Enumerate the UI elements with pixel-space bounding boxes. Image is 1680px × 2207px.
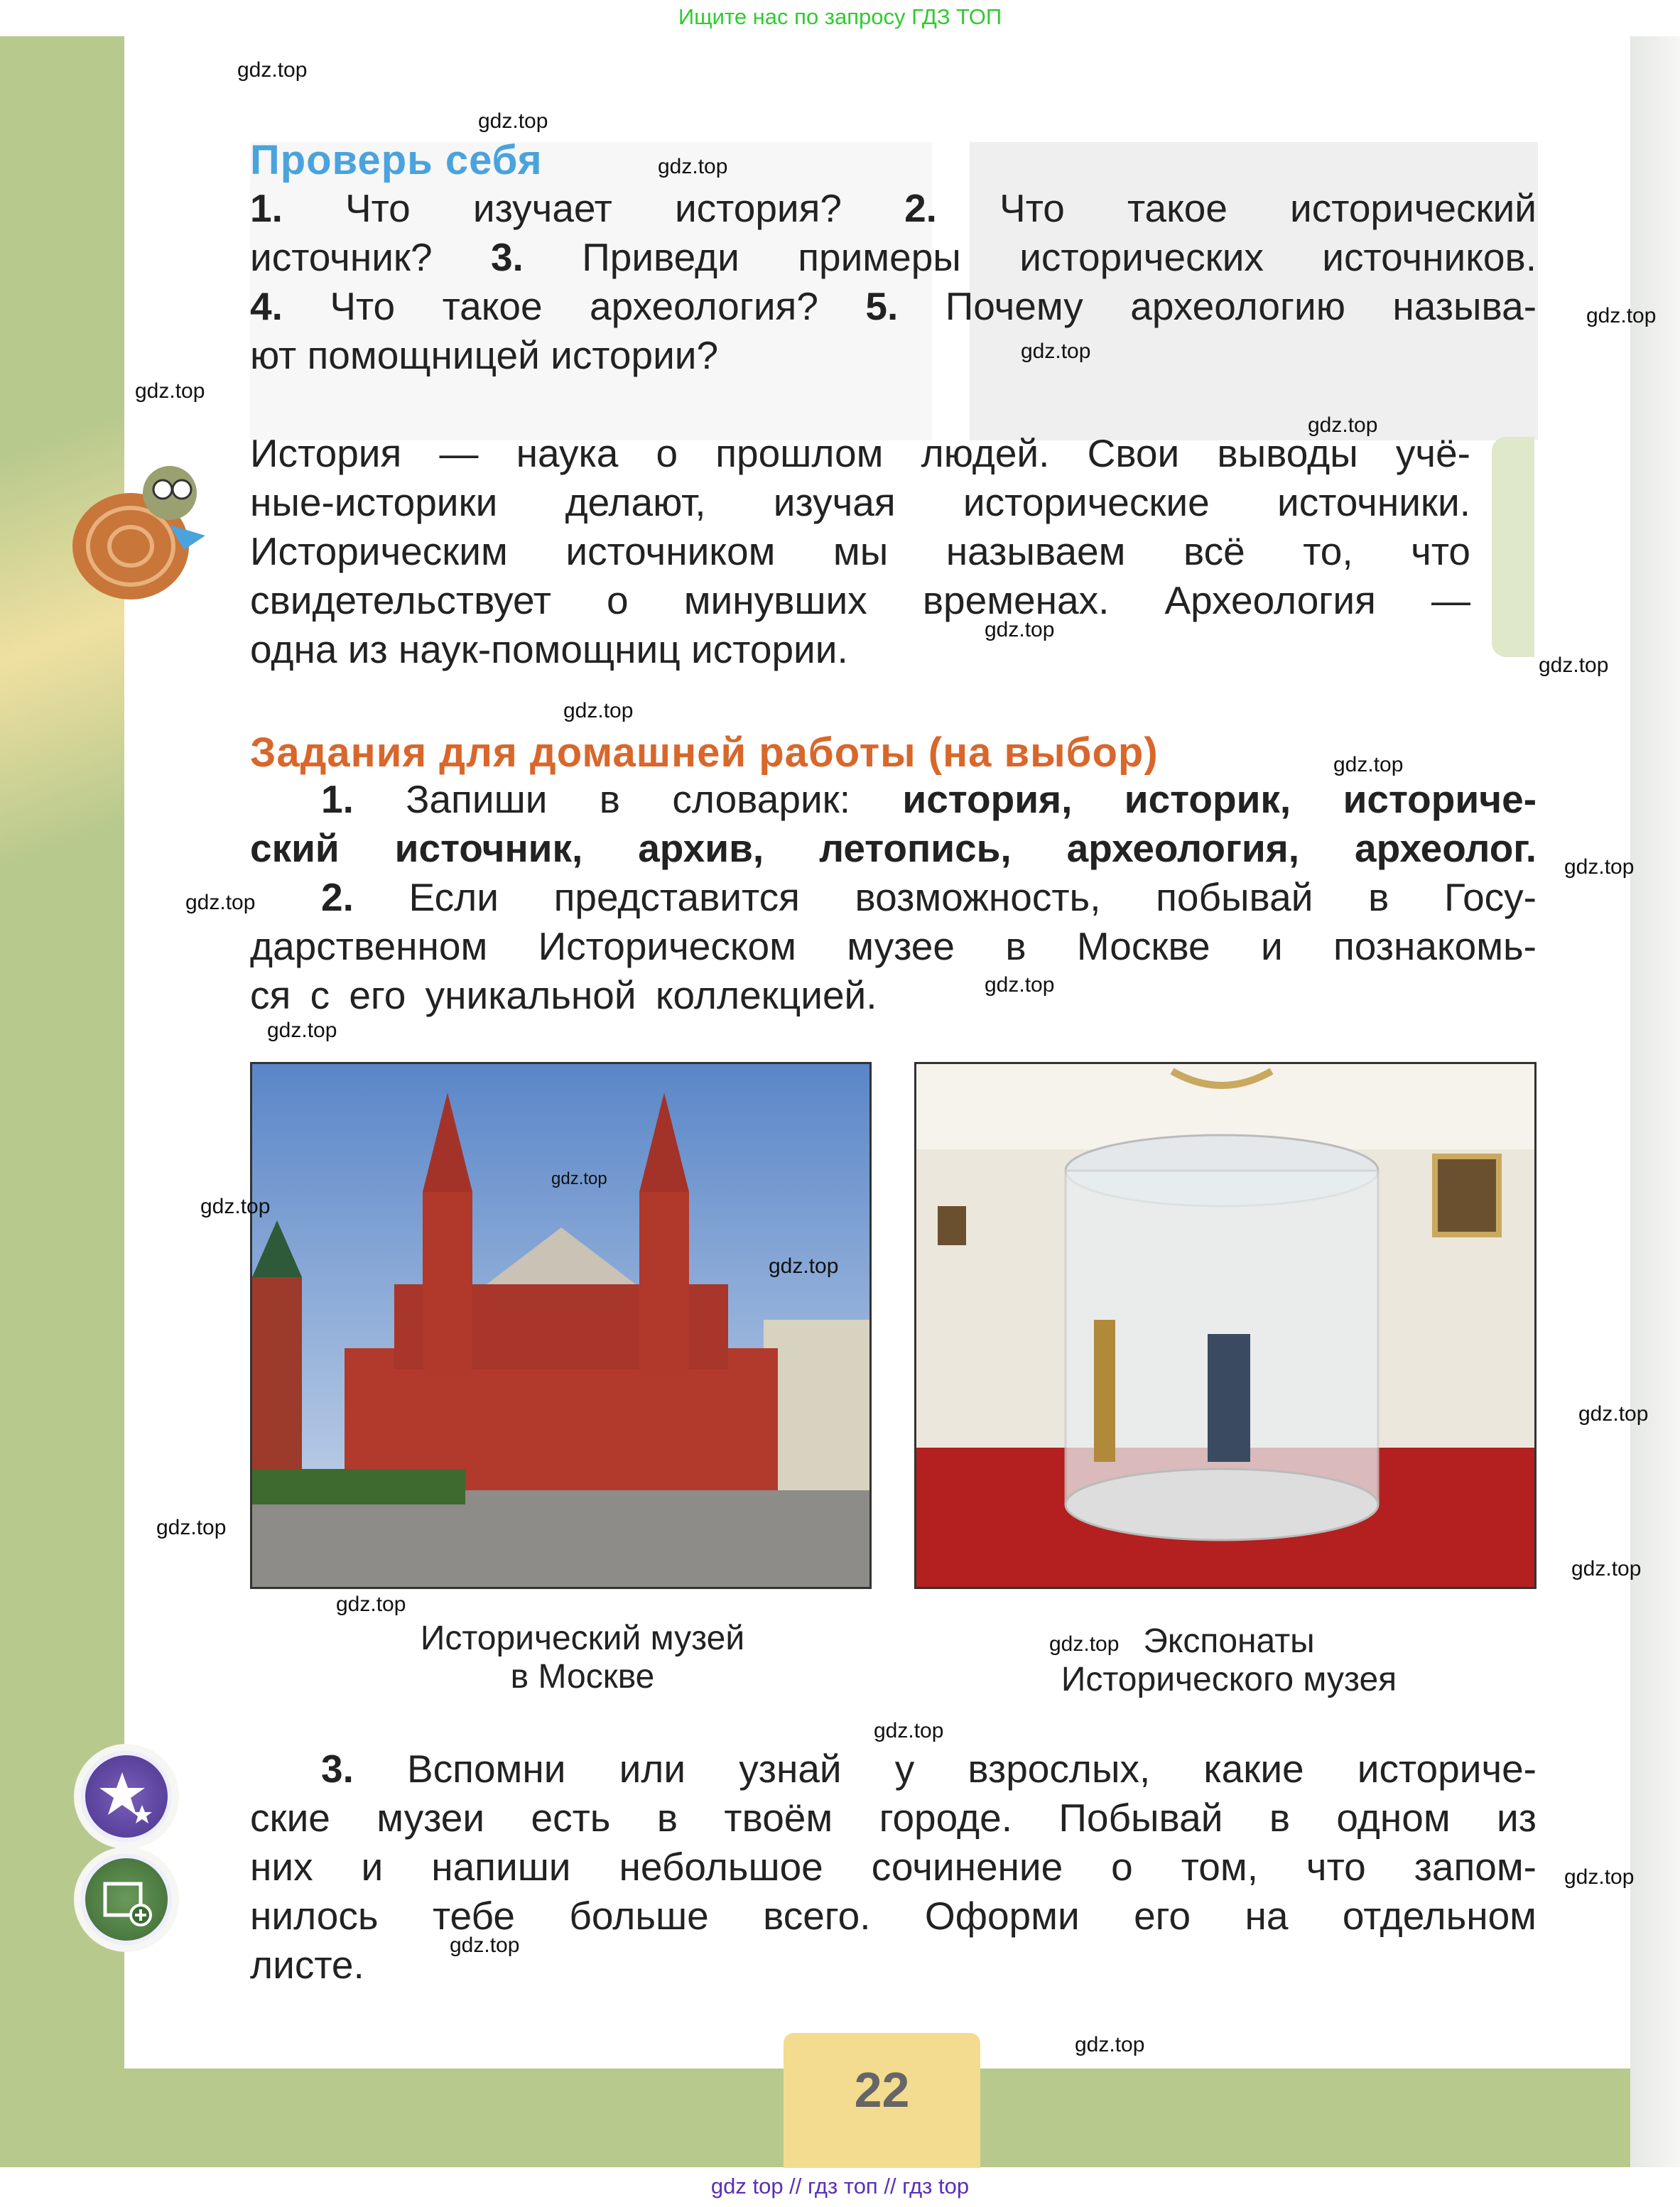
question-text: Почему археологию называ- [945, 284, 1537, 328]
watermark: gdz.top [1308, 413, 1378, 437]
caption-line: Исторический музей [420, 1620, 745, 1657]
page-number: 22 [854, 2062, 910, 2117]
vocab-word: история, [902, 777, 1073, 821]
watermark: gdz.top [551, 1169, 607, 1188]
question-text: ют помощницей истории? [250, 333, 719, 377]
watermark: gdz.top [135, 379, 205, 403]
vocab-word: летопись, [819, 826, 1012, 870]
task-line: листе. [250, 1943, 364, 1987]
question-line [250, 234, 1537, 280]
left-photo-caption [298, 1620, 867, 1696]
question-text: Что такое археология? [330, 284, 818, 328]
watermark: gdz.top [1021, 340, 1091, 363]
right-photo-caption [945, 1622, 1513, 1699]
question-text: источник? [250, 235, 433, 279]
question-number: 4. [250, 284, 283, 328]
summary-line: История — наука о прошлом людей. Свои выводы учё- [250, 431, 1470, 475]
vocab-word: историче- [1343, 777, 1537, 821]
summary-line: свидетельствует о минувших временах. Археология — [250, 578, 1470, 622]
task-text: Вспомни или узнай у взрослых, какие историче- [407, 1747, 1537, 1791]
summary-line: ные-историки делают, изучая исторические источники. [250, 480, 1470, 524]
side-marker [1492, 437, 1534, 657]
question-line [250, 283, 1537, 329]
question-line [250, 332, 718, 378]
watermark: gdz.top [563, 699, 634, 722]
watermark: gdz.top [658, 155, 728, 178]
watermark: gdz.top [1049, 1632, 1120, 1656]
historical-museum-photo [250, 1062, 872, 1589]
page-number-tab [784, 2033, 980, 2168]
question-number: 3. [490, 235, 524, 279]
watermark: gdz.top [769, 1254, 839, 1278]
bottom-banner-text[interactable]: gdz top // гдз топ // гдз top [710, 2174, 970, 2198]
caption-line: Исторического музея [1061, 1661, 1397, 1698]
task-line: дарственном Историческом музее в Москве и познакомь- [250, 924, 1537, 968]
watermark: gdz.top [200, 1195, 271, 1218]
question-text: Что изучает история? [345, 186, 842, 230]
watermark: gdz.top [478, 109, 548, 133]
museum-building-image [252, 1064, 872, 1589]
watermark: gdz.top [1571, 1557, 1642, 1580]
task-number: 3. [321, 1747, 354, 1791]
task-line: ские музеи есть в твоём городе. Побывай в одном из [250, 1796, 1537, 1840]
vocab-word: археолог. [1355, 826, 1537, 870]
watermark: gdz.top [1578, 1402, 1649, 1426]
turtle-mascot-icon [63, 457, 212, 614]
page-edge [1630, 36, 1680, 2167]
question-line [250, 185, 1537, 231]
check-yourself-heading: Проверь себя [250, 137, 543, 183]
watermark: gdz.top [1539, 654, 1609, 677]
watermark: gdz.top [1564, 1865, 1635, 1889]
watermark: gdz.top [156, 1516, 227, 1539]
task-line [321, 1746, 1537, 1791]
watermark: gdz.top [1075, 2033, 1145, 2056]
task-text: Запиши в словарик: [406, 777, 851, 821]
task-number: 1. [321, 777, 354, 821]
task-line [250, 825, 1537, 871]
vocab-word: историк, [1124, 777, 1291, 821]
question-number: 2. [904, 186, 937, 230]
question-text: Что такое исторический [999, 186, 1537, 230]
folder-add-icon[interactable] [81, 1854, 172, 1945]
watermark: gdz.top [985, 973, 1055, 997]
vocab-word: архив, [638, 826, 764, 870]
watermark: gdz.top [450, 1934, 520, 1957]
watermark: gdz.top [336, 1593, 406, 1616]
museum-exhibits-photo [914, 1062, 1537, 1589]
museum-interior-image [916, 1064, 1537, 1589]
top-banner [0, 0, 1680, 36]
question-text: Приведи примеры исторических источников. [582, 235, 1537, 279]
watermark: gdz.top [985, 618, 1055, 641]
caption-line: Экспонаты [1143, 1622, 1315, 1660]
watermark: gdz.top [1333, 753, 1404, 776]
task-line [321, 776, 1537, 822]
summary-line: одна из наук-помощниц истории. [250, 627, 848, 671]
question-number: 1. [250, 186, 283, 230]
watermark: gdz.top [185, 891, 256, 914]
vocab-word: ский источник, [250, 826, 583, 870]
vocab-word: археология, [1066, 826, 1300, 870]
watermark: gdz.top [267, 1019, 337, 1042]
caption-line: в Москве [510, 1658, 655, 1696]
task-line: нилось тебе больше всего. Оформи его на отдельном [250, 1894, 1537, 1938]
task-line: них и напиши небольшое сочинение о том, что запом- [250, 1845, 1537, 1889]
task-line [321, 874, 1537, 920]
task-number: 2. [321, 875, 354, 919]
summary-line: Историческим источником мы называем всё то, что [250, 529, 1470, 573]
watermark: gdz.top [1586, 304, 1657, 327]
top-banner-text[interactable]: Ищите нас по запросу ГДЗ ТОП [678, 4, 1002, 29]
bottom-banner [0, 2168, 1680, 2207]
watermark: gdz.top [874, 1719, 944, 1742]
watermark: gdz.top [1564, 855, 1635, 879]
question-number: 5. [865, 284, 899, 328]
homework-heading: Задания для домашней работы (на выбор) [250, 730, 1159, 776]
star-task-icon[interactable] [81, 1751, 172, 1842]
task-line: ся с его уникальной коллекцией. [250, 973, 877, 1017]
task-text: Если представится возможность, побывай в Госу- [408, 875, 1537, 919]
watermark: gdz.top [237, 58, 308, 82]
